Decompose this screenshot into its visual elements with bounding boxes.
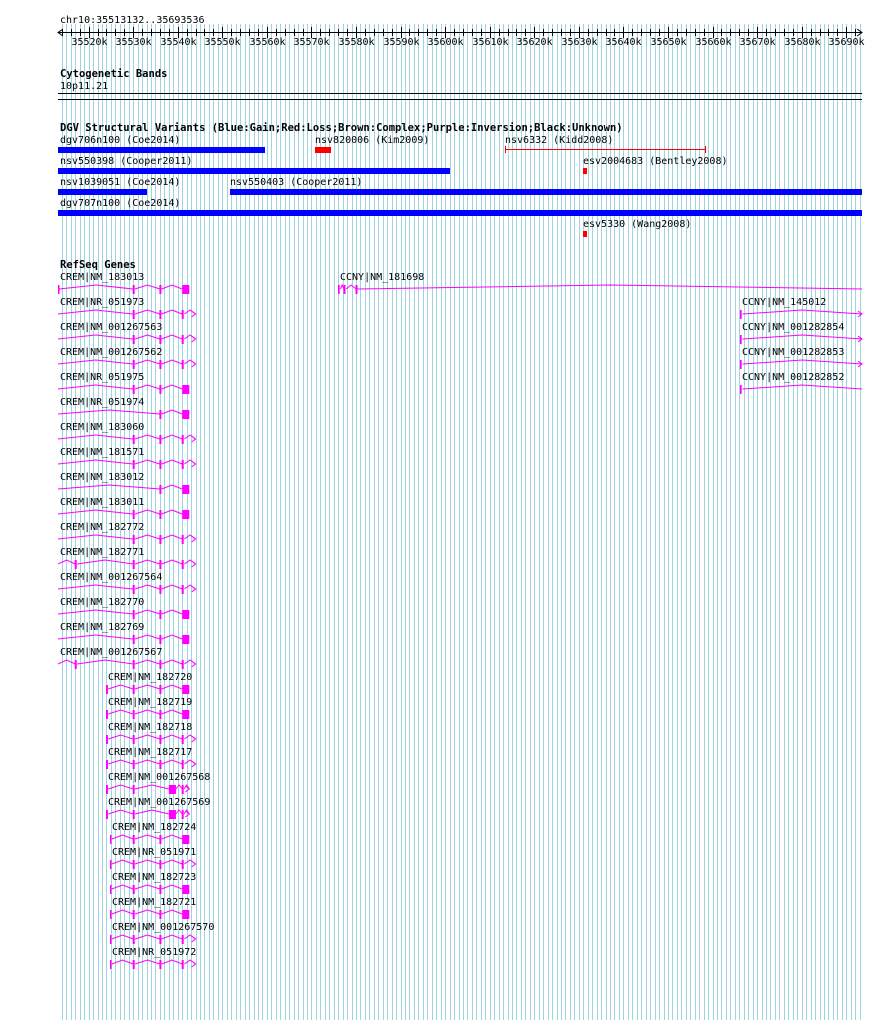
- cytoband-track-title: Cytogenetic Bands: [60, 68, 168, 80]
- gene-label[interactable]: CREM|NM_001267562: [60, 347, 163, 358]
- gene-label[interactable]: CCNY|NM_145012: [742, 297, 827, 308]
- gene-label[interactable]: CREM|NM_181571: [60, 447, 145, 458]
- gene-model[interactable]: [58, 507, 198, 521]
- gene-label[interactable]: CREM|NM_182719: [108, 697, 193, 708]
- gene-label[interactable]: CREM|NM_001267568: [108, 772, 211, 783]
- gene-model[interactable]: [110, 957, 204, 971]
- dgv-variant-bar[interactable]: [58, 210, 862, 216]
- gene-model[interactable]: [58, 482, 198, 496]
- dgv-variant-label[interactable]: nsv6332 (Kidd2008): [505, 135, 614, 146]
- gene-model[interactable]: [58, 557, 204, 571]
- gene-model[interactable]: [58, 432, 204, 446]
- dgv-variant-label[interactable]: dgv706n100 (Coe2014): [60, 135, 181, 146]
- ruler[interactable]: [0, 24, 890, 48]
- gene-label[interactable]: CREM|NM_183013: [60, 272, 145, 283]
- ruler-tick-label: 35660k: [695, 37, 732, 48]
- gene-model[interactable]: [110, 882, 198, 896]
- gene-label[interactable]: CREM|NM_001267569: [108, 797, 211, 808]
- gene-label[interactable]: CREM|NM_182723: [112, 872, 197, 883]
- cytoband-line-bottom: [58, 99, 862, 100]
- gene-label[interactable]: CREM|NM_182724: [112, 822, 197, 833]
- dgv-variant-bar[interactable]: [58, 168, 450, 174]
- dgv-track-title: DGV Structural Variants (Blue:Gain;Red:Loss;Brown:Complex;Purple:Inversion;Black:Unknown): [60, 122, 623, 134]
- ruler-tick-label: 35600k: [427, 37, 464, 48]
- gene-label[interactable]: CREM|NM_183011: [60, 497, 145, 508]
- gene-label[interactable]: CREM|NR_051972: [112, 947, 197, 958]
- gene-label[interactable]: CREM|NM_183060: [60, 422, 145, 433]
- gene-label[interactable]: CCNY|NM_181698: [340, 272, 425, 283]
- dgv-variant-label[interactable]: nsv820006 (Kim2009): [315, 135, 430, 146]
- ruler-tick-label: 35580k: [338, 37, 375, 48]
- dgv-variant-bar[interactable]: [583, 231, 587, 237]
- dgv-variant-label[interactable]: dgv707n100 (Coe2014): [60, 198, 181, 209]
- ruler-tick-label: 35670k: [739, 37, 776, 48]
- ruler-tick-label: 35650k: [650, 37, 687, 48]
- gene-model[interactable]: [106, 732, 204, 746]
- gene-model[interactable]: [58, 607, 198, 621]
- gene-label[interactable]: CREM|NM_182721: [112, 897, 197, 908]
- gene-label[interactable]: CCNY|NM_001282852: [742, 372, 845, 383]
- ruler-tick-label: 35520k: [71, 37, 108, 48]
- ruler-tick-label: 35680k: [784, 37, 821, 48]
- gene-model[interactable]: [338, 282, 870, 296]
- gene-model[interactable]: [58, 282, 198, 296]
- gene-model[interactable]: [740, 307, 870, 321]
- gene-label[interactable]: CREM|NM_001267570: [112, 922, 215, 933]
- gene-model[interactable]: [110, 857, 204, 871]
- gene-model[interactable]: [58, 657, 204, 671]
- gene-model[interactable]: [58, 307, 204, 321]
- gene-model[interactable]: [106, 682, 198, 696]
- dgv-variant-label[interactable]: nsv1039051 (Coe2014): [60, 177, 181, 188]
- gene-model[interactable]: [58, 382, 198, 396]
- gene-label[interactable]: CCNY|NM_001282854: [742, 322, 845, 333]
- gene-label[interactable]: CREM|NM_182717: [108, 747, 193, 758]
- gene-model[interactable]: [740, 357, 870, 371]
- gene-model[interactable]: [740, 382, 870, 396]
- location-label: chr10:35513132..35693536: [60, 15, 205, 26]
- ruler-tick-label: 35540k: [160, 37, 197, 48]
- gene-label[interactable]: CREM|NM_182720: [108, 672, 193, 683]
- gene-model[interactable]: [106, 807, 198, 821]
- dgv-variant-label[interactable]: esv2004683 (Bentley2008): [583, 156, 728, 167]
- gene-label[interactable]: CCNY|NM_001282853: [742, 347, 845, 358]
- gene-model[interactable]: [106, 782, 198, 796]
- refseq-track-title: RefSeq Genes: [60, 259, 136, 271]
- ruler-tick-label: 35530k: [115, 37, 152, 48]
- ruler-tick-label: 35630k: [561, 37, 598, 48]
- dgv-variant-bar[interactable]: [583, 168, 587, 174]
- cytoband-label[interactable]: 10p11.21: [60, 81, 109, 92]
- gene-model[interactable]: [58, 457, 204, 471]
- gene-model[interactable]: [106, 757, 204, 771]
- gene-label[interactable]: CREM|NM_001267563: [60, 322, 163, 333]
- dgv-variant-bar[interactable]: [315, 147, 331, 153]
- gene-label[interactable]: CREM|NM_182718: [108, 722, 193, 733]
- dgv-variant-bar[interactable]: [58, 189, 147, 195]
- gene-label[interactable]: CREM|NM_001267567: [60, 647, 163, 658]
- gene-label[interactable]: CREM|NM_182770: [60, 597, 145, 608]
- ruler-tick-label: 35690k: [828, 37, 865, 48]
- cytoband-line-top: [58, 93, 862, 94]
- gene-label[interactable]: CREM|NR_051975: [60, 372, 145, 383]
- gene-model[interactable]: [740, 332, 870, 346]
- gene-label[interactable]: CREM|NR_051974: [60, 397, 145, 408]
- gene-model[interactable]: [58, 582, 204, 596]
- ruler-tick-label: 35640k: [605, 37, 642, 48]
- dgv-variant-bar[interactable]: [58, 147, 265, 153]
- gene-model[interactable]: [58, 532, 204, 546]
- dgv-variant-bar[interactable]: [230, 189, 862, 195]
- gene-label[interactable]: CREM|NM_182771: [60, 547, 145, 558]
- gene-label[interactable]: CREM|NM_183012: [60, 472, 145, 483]
- gene-model[interactable]: [110, 907, 198, 921]
- dgv-variant-bar[interactable]: [505, 146, 708, 154]
- gene-model[interactable]: [58, 407, 198, 421]
- ruler-tick-label: 35620k: [516, 37, 553, 48]
- gene-label[interactable]: CREM|NR_051971: [112, 847, 197, 858]
- dgv-variant-label[interactable]: nsv550403 (Cooper2011): [230, 177, 363, 188]
- gene-model[interactable]: [58, 632, 198, 646]
- gene-model[interactable]: [58, 332, 204, 346]
- gene-label[interactable]: CREM|NM_182772: [60, 522, 145, 533]
- ruler-tick-label: 35590k: [383, 37, 420, 48]
- gene-label[interactable]: CREM|NM_001267564: [60, 572, 163, 583]
- gene-label[interactable]: CREM|NR_051973: [60, 297, 145, 308]
- gene-model[interactable]: [110, 832, 198, 846]
- ruler-tick-label: 35550k: [204, 37, 241, 48]
- gene-model[interactable]: [110, 932, 204, 946]
- dgv-variant-label[interactable]: esv5330 (Wang2008): [583, 219, 692, 230]
- dgv-variant-label[interactable]: nsv550398 (Cooper2011): [60, 156, 193, 167]
- ruler-tick-label: 35570k: [293, 37, 330, 48]
- gene-label[interactable]: CREM|NM_182769: [60, 622, 145, 633]
- gene-model[interactable]: [106, 707, 198, 721]
- ruler-tick-label: 35610k: [472, 37, 509, 48]
- ruler-tick-label: 35560k: [249, 37, 286, 48]
- gene-model[interactable]: [58, 357, 204, 371]
